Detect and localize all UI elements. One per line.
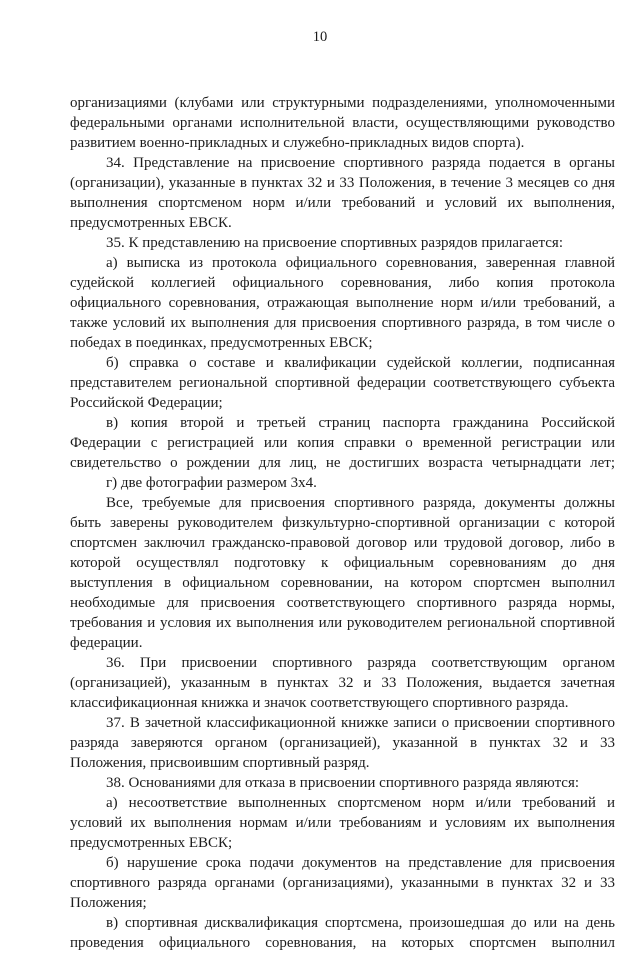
text-line: Российской Федерации; — [70, 395, 223, 411]
text-line: 34. Представление на присвоение спортивного разряда подается в органы — [106, 155, 615, 171]
text-line: развитием военно-прикладных и служебно-прикладных видов спорта). — [70, 135, 525, 151]
text-line: федеральными органами исполнительной власти, осуществляющими руководство — [70, 115, 615, 131]
text-line: 35. К представлению на присвоение спортивных разрядов прилагается: — [106, 235, 563, 251]
text-line: в) спортивная дисквалификация спортсмена, произошедшая до или на день — [106, 915, 615, 931]
text-line: которой осуществлял подготовку к официальным соревнованиям до дня — [70, 555, 615, 571]
text-line: Все, требуемые для присвоения спортивного разряда, документы должны — [106, 495, 615, 511]
text-line: а) выписка из протокола официального соревнования, заверенная главной — [106, 255, 615, 271]
text-line: быть заверены руководителем физкультурно-спортивной организации с которой — [70, 515, 615, 531]
text-line: федерации. — [70, 635, 143, 651]
text-line: спортсмен заключил гражданско-правовой договор или трудовой договор, либо в — [70, 535, 615, 551]
text-line: организациями (клубами или структурными подразделениями, уполномоченными — [70, 95, 615, 111]
text-line: условий их выполнения нормам и/или требованиям и условиям их выполнения — [70, 815, 615, 831]
text-line: Федерации с регистрацией или копия справки о временной регистрации или — [70, 435, 615, 451]
text-line: судейской коллегией официального соревнования, либо копия протокола — [70, 275, 615, 291]
page-number: 10 — [312, 29, 328, 45]
text-line: Положения, присвоившим спортивный разряд. — [70, 755, 370, 771]
text-line: победах в поединках, предусмотренных ЕВСК; — [70, 335, 373, 351]
text-line: предусмотренных ЕВСК. — [70, 215, 232, 231]
text-line: представителем региональной спортивной федерации соответствующего субъекта — [70, 375, 615, 391]
text-line: (организацией), указанным в пунктах 32 и 33 Положения, выдается зачетная — [70, 675, 615, 691]
text-line: (организации), указанные в пунктах 32 и 33 Положения, в течение 3 месяцев со дня — [70, 175, 615, 191]
text-line: спортивного разряда органами (организациями), указанными в пунктах 32 и 33 — [70, 875, 615, 891]
text-line: б) нарушение срока подачи документов на представление для присвоения — [106, 855, 615, 871]
text-line: а) несоответствие выполненных спортсменом норм и/или требований и — [106, 795, 615, 811]
text-line: необходимые для присвоения соответствующего спортивного разряда нормы, — [70, 595, 615, 611]
text-line: 38. Основаниями для отказа в присвоении спортивного разряда являются: — [106, 775, 580, 791]
text-line: также условий их выполнения для присвоения спортивного разряда, в том числе о — [70, 315, 615, 331]
text-line: свидетельство о рождении для лиц, не достигших возраста четырнадцати лет; — [70, 455, 615, 471]
text-line: выступления в официальном соревновании, на котором спортсмен выполнил — [70, 575, 615, 591]
text-line: г) две фотографии размером 3х4. — [106, 475, 317, 491]
text-line: в) копия второй и третьей страниц паспорта гражданина Российской — [106, 415, 615, 431]
text-line: 36. При присвоении спортивного разряда соответствующим органом — [106, 655, 615, 671]
text-line: Положения; — [70, 895, 147, 911]
text-line: разряда заверяются органом (организацией), указанной в пунктах 32 и 33 — [70, 735, 615, 751]
text-line: б) справка о составе и квалификации судейской коллегии, подписанная — [106, 355, 615, 371]
text-line: 37. В зачетной классификационной книжке записи о присвоении спортивного — [106, 715, 615, 731]
text-line: проведения официального соревнования, на которых спортсмен выполнил — [70, 935, 615, 951]
text-line: требования и условия их выполнения или руководителем региональной спортивной — [70, 615, 615, 631]
text-line: официального соревнования, отражающая выполнение норм и/или требований, а — [70, 295, 615, 311]
text-line: выполнения спортсменом норм и/или требований и условий их выполнения, — [70, 195, 615, 211]
text-line: предусмотренных ЕВСК; — [70, 835, 233, 851]
text-line: классификационная книжка и значок соответствующего спортивного разряда. — [70, 695, 569, 711]
